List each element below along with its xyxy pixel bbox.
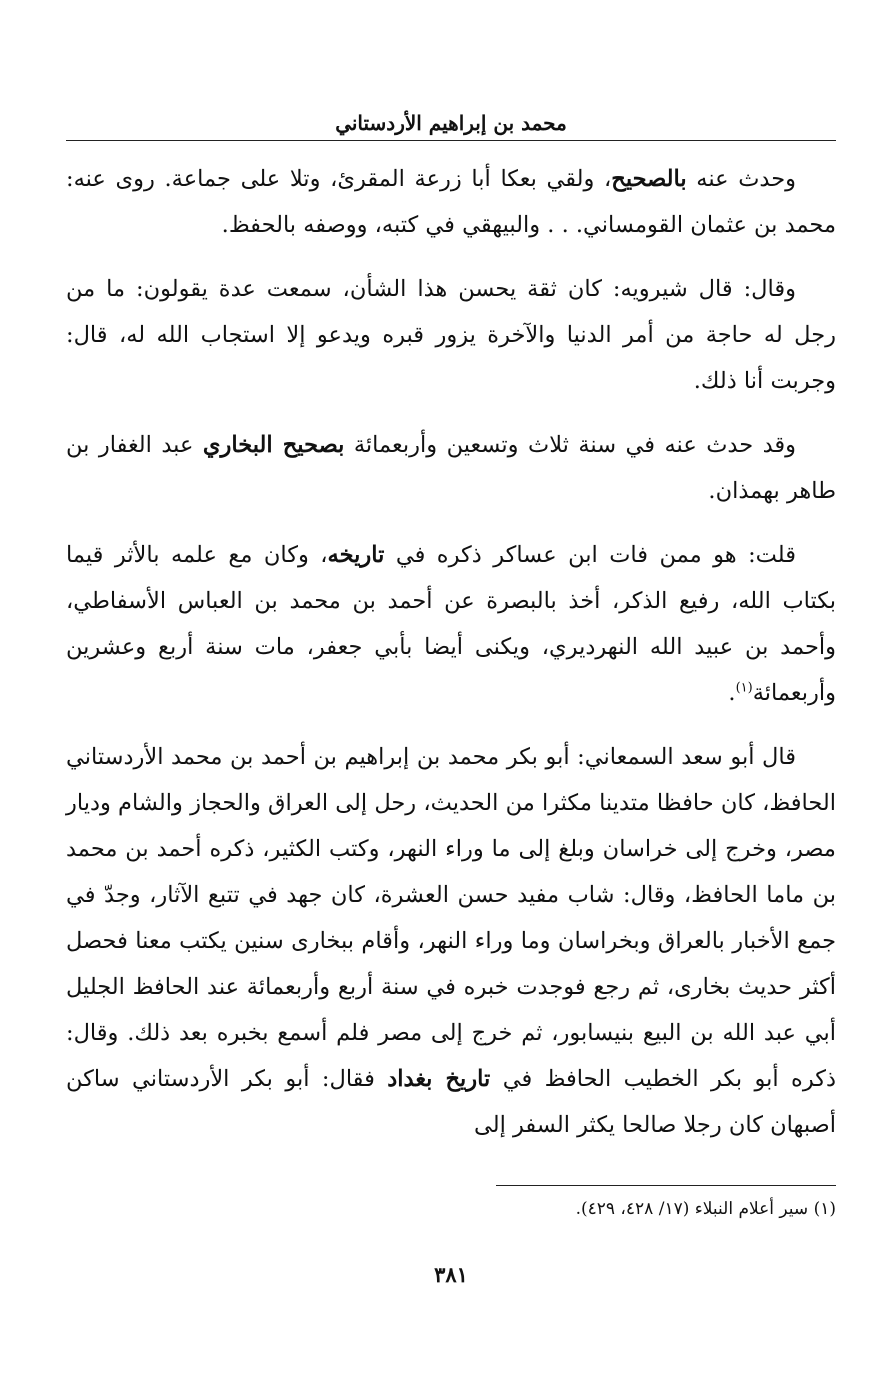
book-title: بالصحيح bbox=[611, 166, 687, 192]
paragraph bbox=[66, 422, 836, 514]
book-page bbox=[66, 0, 836, 1382]
footnote: (١) سير أعلام النبلاء (١٧/ ٤٢٨، ٤٢٩). bbox=[575, 1199, 836, 1219]
paragraph bbox=[66, 532, 836, 716]
text-run: فقال: أبو بكر الأردستاني ساكن أصبهان كان رجلا صالحا يكثر السفر إلى bbox=[66, 1066, 836, 1138]
footnote-divider bbox=[496, 1185, 836, 1186]
text-run: ، ولقي بعكا أبا زرعة المقرئ، وتلا على جماعة. روى عنه: محمد بن عثمان القومساني. . . والبيهقي في كتبه، ووصفه بالحفظ. bbox=[66, 166, 836, 238]
text-run: ، وكان مع علمه بالأثر قيما بكتاب الله، رفيع الذكر، أخذ بالبصرة عن أحمد بن محمد بن العباس الأسفاطي، وأحمد بن عبيد الله النهرديري، ويكنى أيضا بأبي جعفر، مات سنة أربع وعشرين وأربعمائة bbox=[66, 542, 836, 706]
paragraph bbox=[66, 734, 836, 1148]
book-title: تاريخ بغداد bbox=[387, 1066, 491, 1092]
text-run: وقال: قال شيرويه: كان ثقة يحسن هذا الشأن، سمعت عدة يقولون: ما من رجل له حاجة من أمر الدنيا والآخرة يزور قبره ويدعو إلا استجاب الله له، قال: وجربت أنا ذلك. bbox=[66, 276, 836, 394]
book-title: بصحيح البخاري bbox=[202, 432, 345, 458]
running-header: محمد بن إبراهيم الأردستاني bbox=[335, 111, 567, 135]
paragraph bbox=[66, 156, 836, 248]
text-run: وقد حدث عنه في سنة ثلاث وتسعين وأربعمائة bbox=[344, 432, 797, 458]
footnote-reference: (١) bbox=[735, 680, 753, 696]
text-run: قلت: هو ممن فات ابن عساكر ذكره في bbox=[384, 542, 796, 568]
paragraph bbox=[66, 266, 836, 404]
header-divider bbox=[66, 140, 836, 141]
main-text bbox=[66, 156, 836, 1166]
text-run: قال أبو سعد السمعاني: أبو بكر محمد بن إبراهيم بن أحمد بن محمد الأردستاني الحافظ، كان حافظا متدينا مكثرا من الحديث، رحل إلى العراق والحجاز والشام وديار مصر، وخرج إلى خراسان وبلغ إلى ما وراء النهر، وكتب الكثير، ذكره أحمد بن محمد بن ماما الحافظ، وقال: شاب مفيد حسن العشرة، كان جهد في تتبع الآثار، وجدّ في جمع الأخبار بالعراق وبخراسان وما وراء النهر، وأقام ببخارى سنين يكتب معنا فحصل أكثر حديث بخارى، ثم رجع فوجدت خبره في سنة أربع وأربعمائة عند الحافظ الجليل أبي عبد الله بن البيع بنيسابور، ثم خرج إلى مصر فلم أسمع بخبره بعد ذلك. وقال: ذكره أبو بكر الخطيب الحافظ في bbox=[66, 744, 836, 1092]
text-run: وحدث عنه bbox=[686, 166, 796, 192]
book-title: تاريخه bbox=[327, 542, 385, 568]
text-run: . bbox=[728, 680, 736, 706]
text-run: عبد الغفار بن طاهر بهمذان. bbox=[66, 432, 836, 504]
page-number: ٣٨١ bbox=[434, 1262, 468, 1287]
